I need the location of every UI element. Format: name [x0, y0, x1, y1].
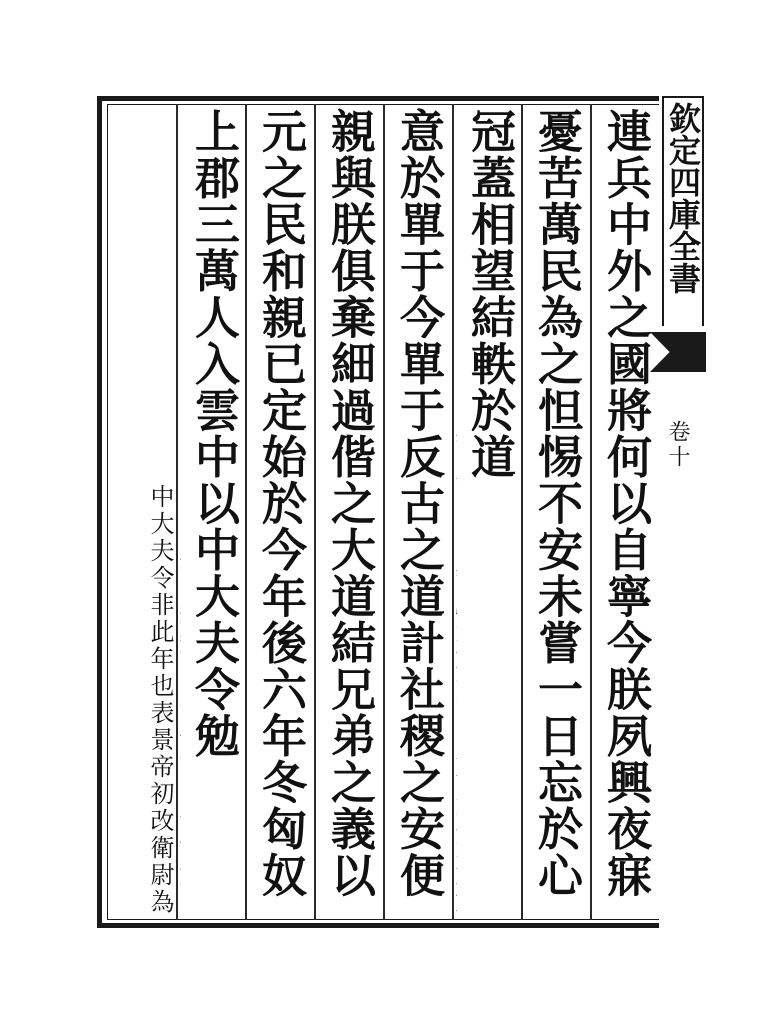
text-column-3	[456, 108, 520, 916]
column-rule	[452, 104, 454, 920]
main-text: 上郡三萬人入雲中以中大夫令勉	[187, 108, 240, 759]
note-line-left	[456, 430, 458, 673]
column-rule	[521, 104, 523, 920]
column-rule	[245, 104, 247, 920]
note-line-right: 表景帝初改衛尉為	[146, 700, 174, 916]
text-column-1: 連兵中外之國將何以自寧今朕夙興夜寐	[599, 108, 652, 899]
column-rule	[176, 104, 178, 920]
commentary-note	[113, 108, 175, 916]
column-rule	[590, 104, 592, 920]
column-rule	[314, 104, 316, 920]
fold-juan-number: 卷十	[665, 420, 690, 470]
fold-book-title: 欽定四庫全書	[662, 96, 704, 326]
text-column-5: 親與朕俱棄細過偕之大道結兄弟之義以	[323, 108, 376, 899]
note-line-right	[180, 727, 182, 916]
text-column-2: 憂苦萬民為之怛惕不安未嘗一日忘於心	[530, 108, 583, 899]
text-column-4: 意於單于今單于反古之道計社稷之安便	[392, 108, 445, 899]
text-column-8	[111, 108, 175, 916]
note-line-left	[180, 538, 182, 727]
note-line-left: 中大夫令非此年也	[146, 484, 174, 700]
text-column-6: 元之民和親已定始於今年後六年冬匈奴	[254, 108, 307, 899]
main-text	[111, 108, 113, 916]
text-column-7	[180, 108, 244, 916]
note-line-right	[456, 673, 458, 916]
main-text: 冠蓋相望結軼於道	[463, 108, 516, 480]
column-rule	[383, 104, 385, 920]
